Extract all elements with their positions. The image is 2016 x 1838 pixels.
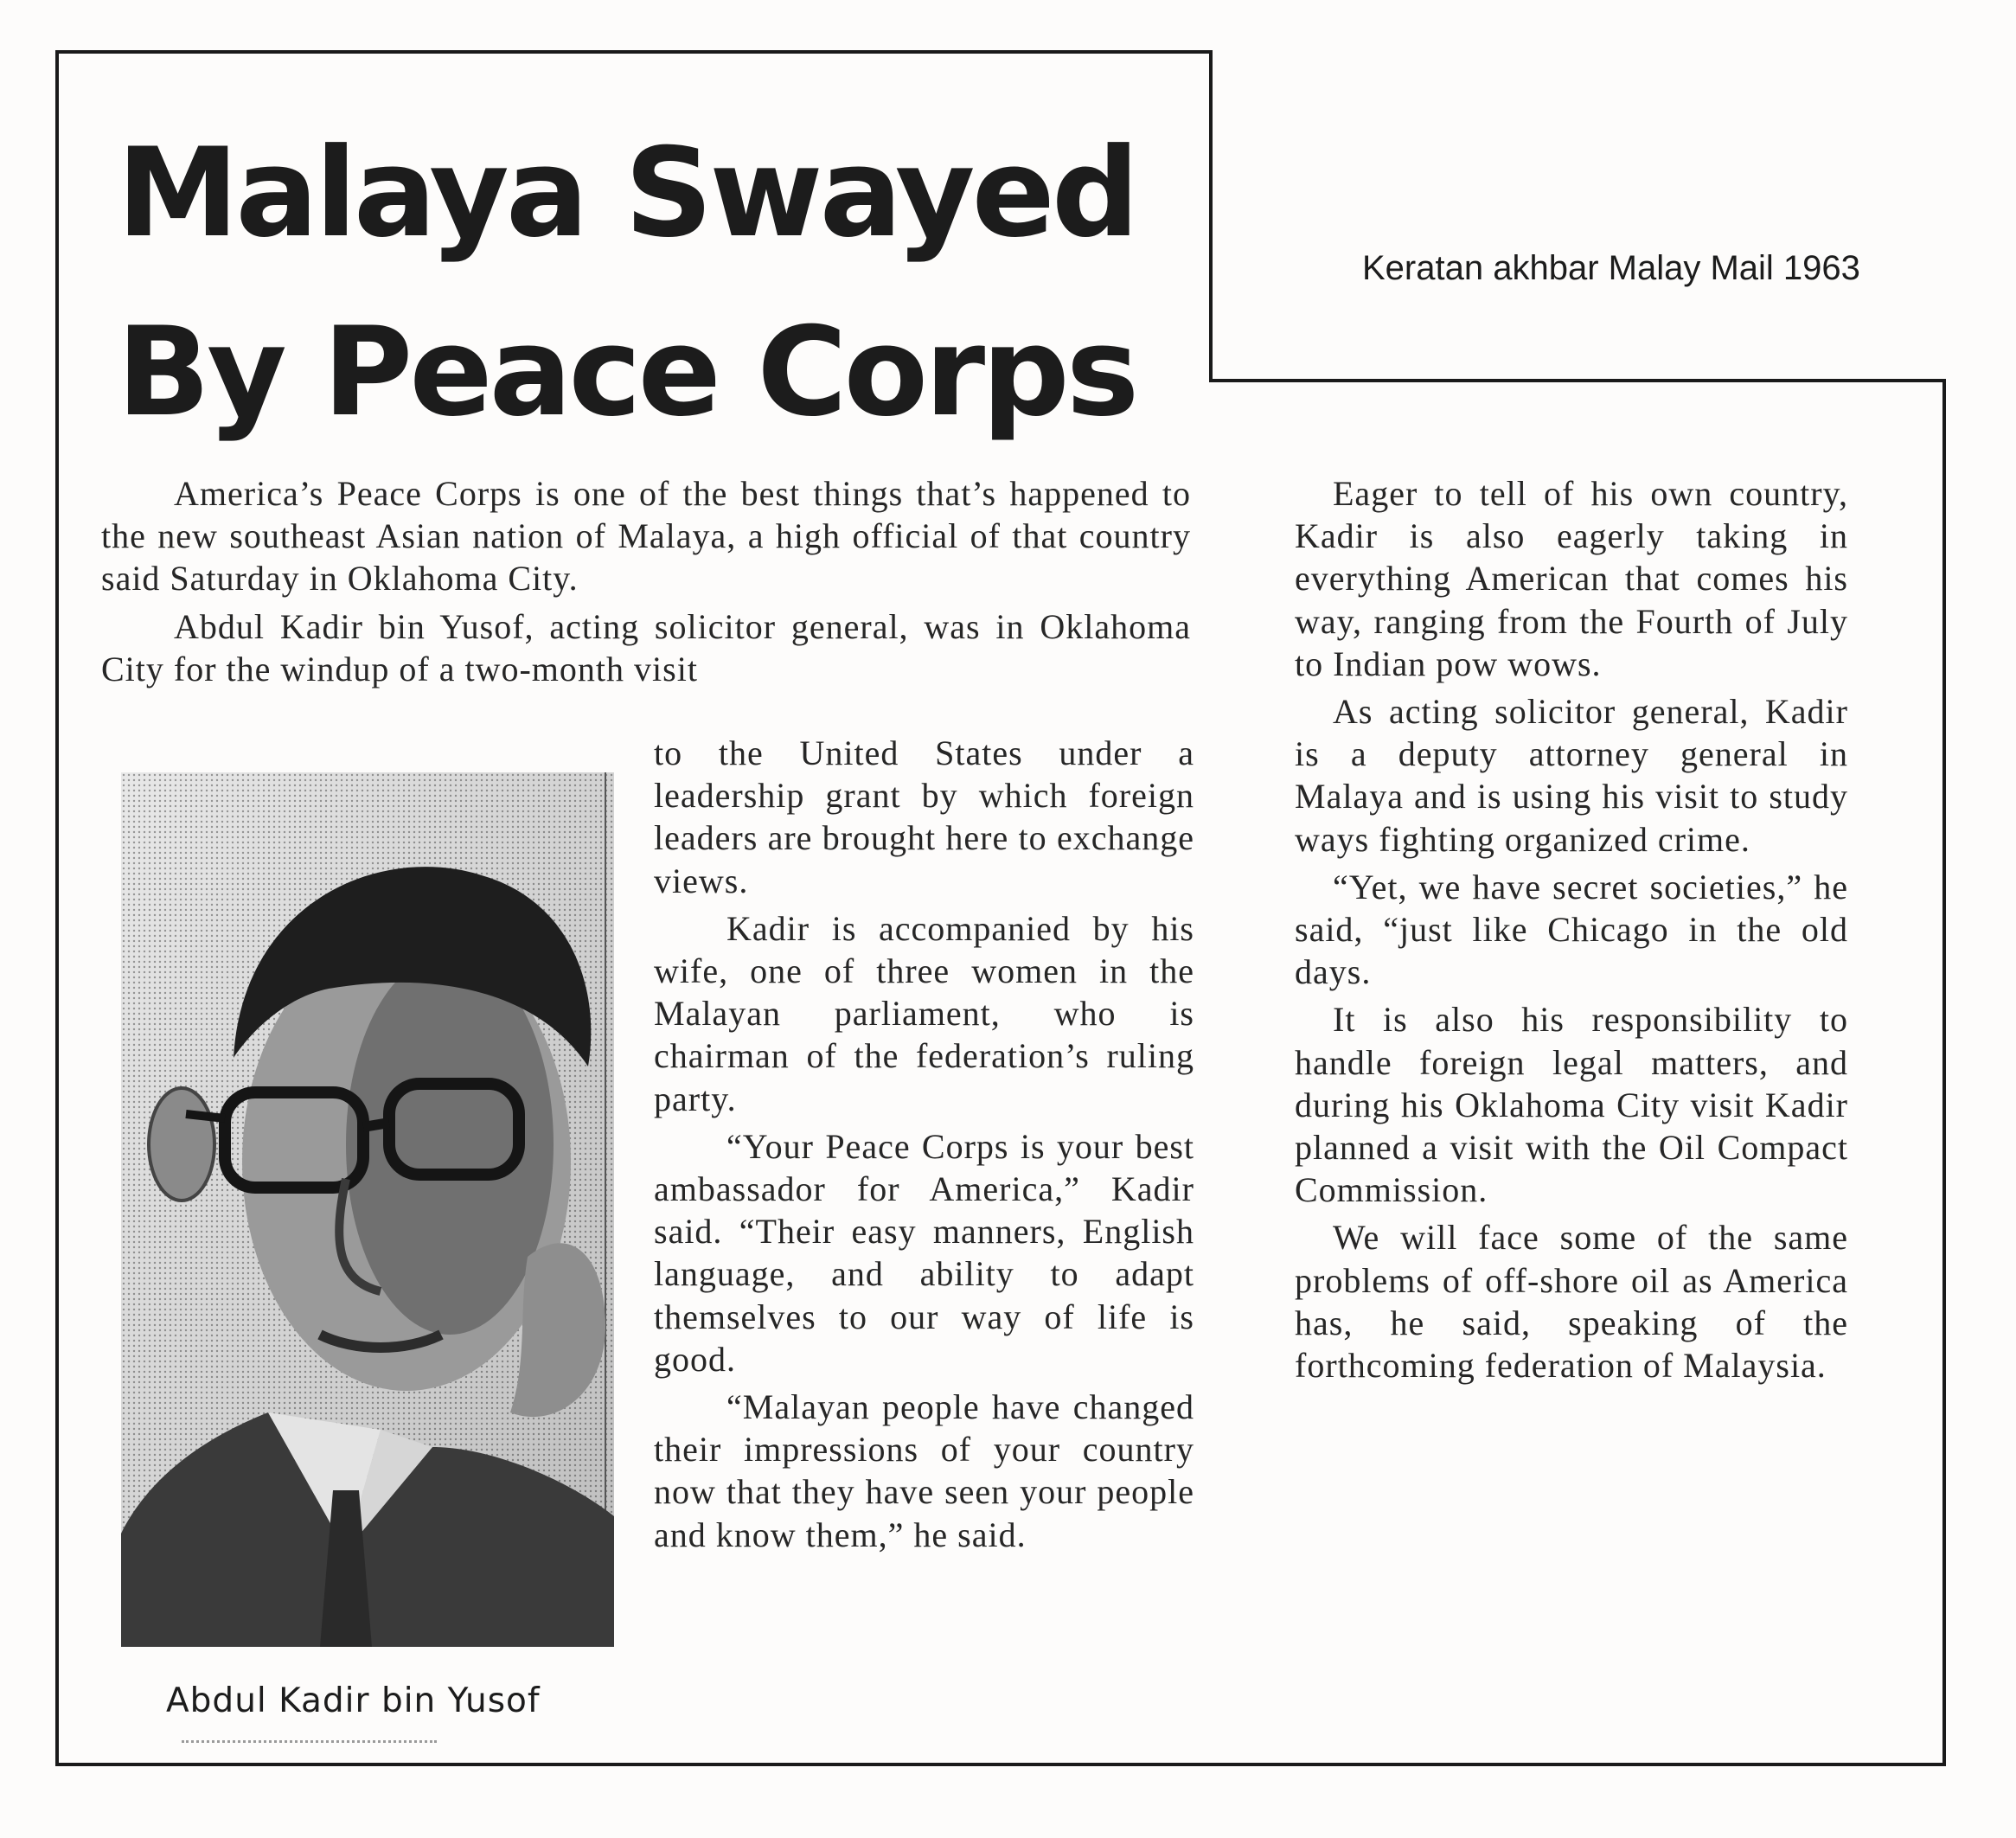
article-middle-column <box>654 732 1194 1561</box>
article-paragraph: America’s Peace Corps is one of the best things that’s happened to the new southeast Asian nation of Malaya, a high official of that country said Saturday in Oklahoma City. <box>101 474 1191 599</box>
source-caption: Keratan akhbar Malay Mail 1963 <box>1362 249 1860 287</box>
headline <box>117 104 1172 462</box>
article-paragraph: We will face some of the same problems of off-shore oil as America has, he said, speaking of the forthcoming federation of Malaysia. <box>1295 1218 1848 1386</box>
article-paragraph: “Your Peace Corps is your best ambassador for America,” Kadir said. “Their easy manners, English language, and ability to adapt themselves to our way of life is good. <box>654 1126 1194 1379</box>
headline-line-1: Malaya Swayed <box>117 122 1136 265</box>
article-paragraph: It is also his responsibility to handle foreign legal matters, and during his Oklahoma City visit Kadir planned a visit with the Oil Compact Commission. <box>1295 1000 1848 1210</box>
article-paragraph: Eager to tell of his own country, Kadir is also eagerly taking in everything American that comes his way, ranging from the Fourth of July to Indian pow wows. <box>1295 474 1848 683</box>
article-paragraph: “Malayan people have changed their impressions of your country now that they have seen your people and know them,” he said. <box>654 1387 1194 1554</box>
article-paragraph: to the United States under a leadership grant by which foreign leaders are brought here to exchange views. <box>654 733 1194 900</box>
article-intro <box>101 472 1191 695</box>
article-paragraph: Abdul Kadir bin Yusof, acting solicitor general, was in Oklahoma City for the windup of a two-month visit <box>101 606 1191 688</box>
article-paragraph: “Yet, we have secret societies,” he said, “just like Chicago in the old days. <box>1295 867 1848 992</box>
caption-underline <box>182 1740 437 1743</box>
headline-line-2: By Peace Corps <box>117 301 1136 444</box>
photo-caption: Abdul Kadir bin Yusof <box>166 1681 541 1720</box>
article-paragraph: As acting solicitor general, Kadir is a deputy attorney general in Malaya and is using his visit to study ways fighting organized crime. <box>1295 692 1848 859</box>
portrait-photo <box>121 772 614 1647</box>
article-paragraph: Kadir is accompanied by his wife, one of three women in the Malayan parliament, who is chairman of the federation’s ruling party. <box>654 908 1194 1118</box>
article-right-column <box>1295 472 1848 1392</box>
